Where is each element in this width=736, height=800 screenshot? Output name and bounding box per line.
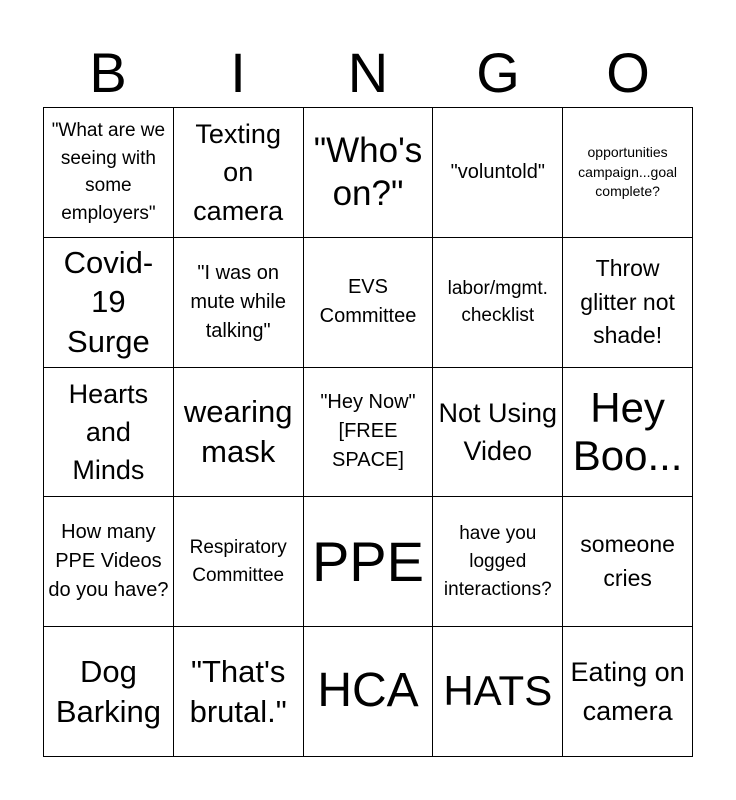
header-letter-o: O bbox=[606, 41, 650, 104]
bingo-cell[interactable] bbox=[433, 627, 563, 757]
cell-text: "I was on mute while talking" bbox=[190, 261, 286, 342]
bingo-cell[interactable] bbox=[44, 108, 174, 238]
cell-text: HCA bbox=[317, 664, 419, 718]
header-letter-g: G bbox=[476, 41, 520, 104]
cell-text: HATS bbox=[443, 667, 553, 715]
cell-text: have you logged interactions? bbox=[443, 523, 552, 600]
cell-text: labor/mgmt. checklist bbox=[447, 277, 548, 327]
cell-text: Texting on camera bbox=[193, 118, 284, 226]
bingo-cell[interactable] bbox=[563, 627, 693, 757]
bingo-cell[interactable] bbox=[433, 238, 563, 368]
bingo-cell[interactable] bbox=[44, 627, 174, 757]
cell-text: Dog Barking bbox=[55, 653, 161, 729]
bingo-cell[interactable] bbox=[563, 368, 693, 498]
bingo-cell[interactable] bbox=[174, 108, 304, 238]
bingo-cell[interactable] bbox=[174, 238, 304, 368]
cell-text: wearing mask bbox=[183, 394, 293, 469]
bingo-cell[interactable] bbox=[44, 497, 174, 627]
bingo-cell[interactable] bbox=[433, 368, 563, 498]
cell-text: Hearts and Minds bbox=[68, 378, 149, 486]
bingo-cell[interactable] bbox=[304, 238, 434, 368]
cell-text: EVS Committee bbox=[319, 276, 417, 328]
bingo-cell[interactable] bbox=[44, 368, 174, 498]
bingo-cell[interactable] bbox=[433, 108, 563, 238]
cell-text: Throw glitter not shade! bbox=[580, 255, 675, 348]
bingo-cell[interactable] bbox=[174, 627, 304, 757]
cell-text: How many PPE Videos do you have? bbox=[48, 521, 169, 602]
cell-text: "That's brutal." bbox=[189, 653, 287, 729]
bingo-card-grid bbox=[43, 107, 693, 757]
bingo-cell[interactable] bbox=[44, 238, 174, 368]
header-letter-b: B bbox=[89, 41, 127, 104]
bingo-cell[interactable] bbox=[304, 497, 434, 627]
cell-text: "Hey Now" [FREE SPACE] bbox=[320, 391, 416, 472]
bingo-cell[interactable] bbox=[174, 497, 304, 627]
bingo-cell[interactable] bbox=[563, 497, 693, 627]
bingo-cell[interactable] bbox=[304, 627, 434, 757]
bingo-cell[interactable] bbox=[433, 497, 563, 627]
cell-text: "voluntold" bbox=[450, 160, 545, 183]
cell-text: Covid-19 Surge bbox=[63, 244, 154, 360]
cell-text: opportunities campaign...goal complete? bbox=[578, 144, 678, 200]
cell-text: Respiratory Committee bbox=[189, 537, 287, 586]
cell-text: "Who's on?" bbox=[313, 130, 423, 214]
bingo-header bbox=[43, 40, 693, 106]
bingo-cell[interactable] bbox=[304, 368, 434, 498]
cell-text: someone cries bbox=[580, 531, 675, 591]
cell-text: Hey Boo... bbox=[572, 383, 683, 479]
bingo-cell[interactable] bbox=[563, 238, 693, 368]
header-letter-i: I bbox=[230, 41, 246, 104]
bingo-cell[interactable] bbox=[563, 108, 693, 238]
bingo-cell[interactable] bbox=[304, 108, 434, 238]
cell-text: Eating on camera bbox=[570, 657, 685, 726]
bingo-cell[interactable] bbox=[174, 368, 304, 498]
cell-text: Not Using Video bbox=[438, 397, 558, 466]
cell-text: "What are we seeing with some employers" bbox=[51, 120, 166, 224]
cell-text: PPE bbox=[311, 529, 425, 593]
header-letter-n: N bbox=[347, 41, 389, 104]
